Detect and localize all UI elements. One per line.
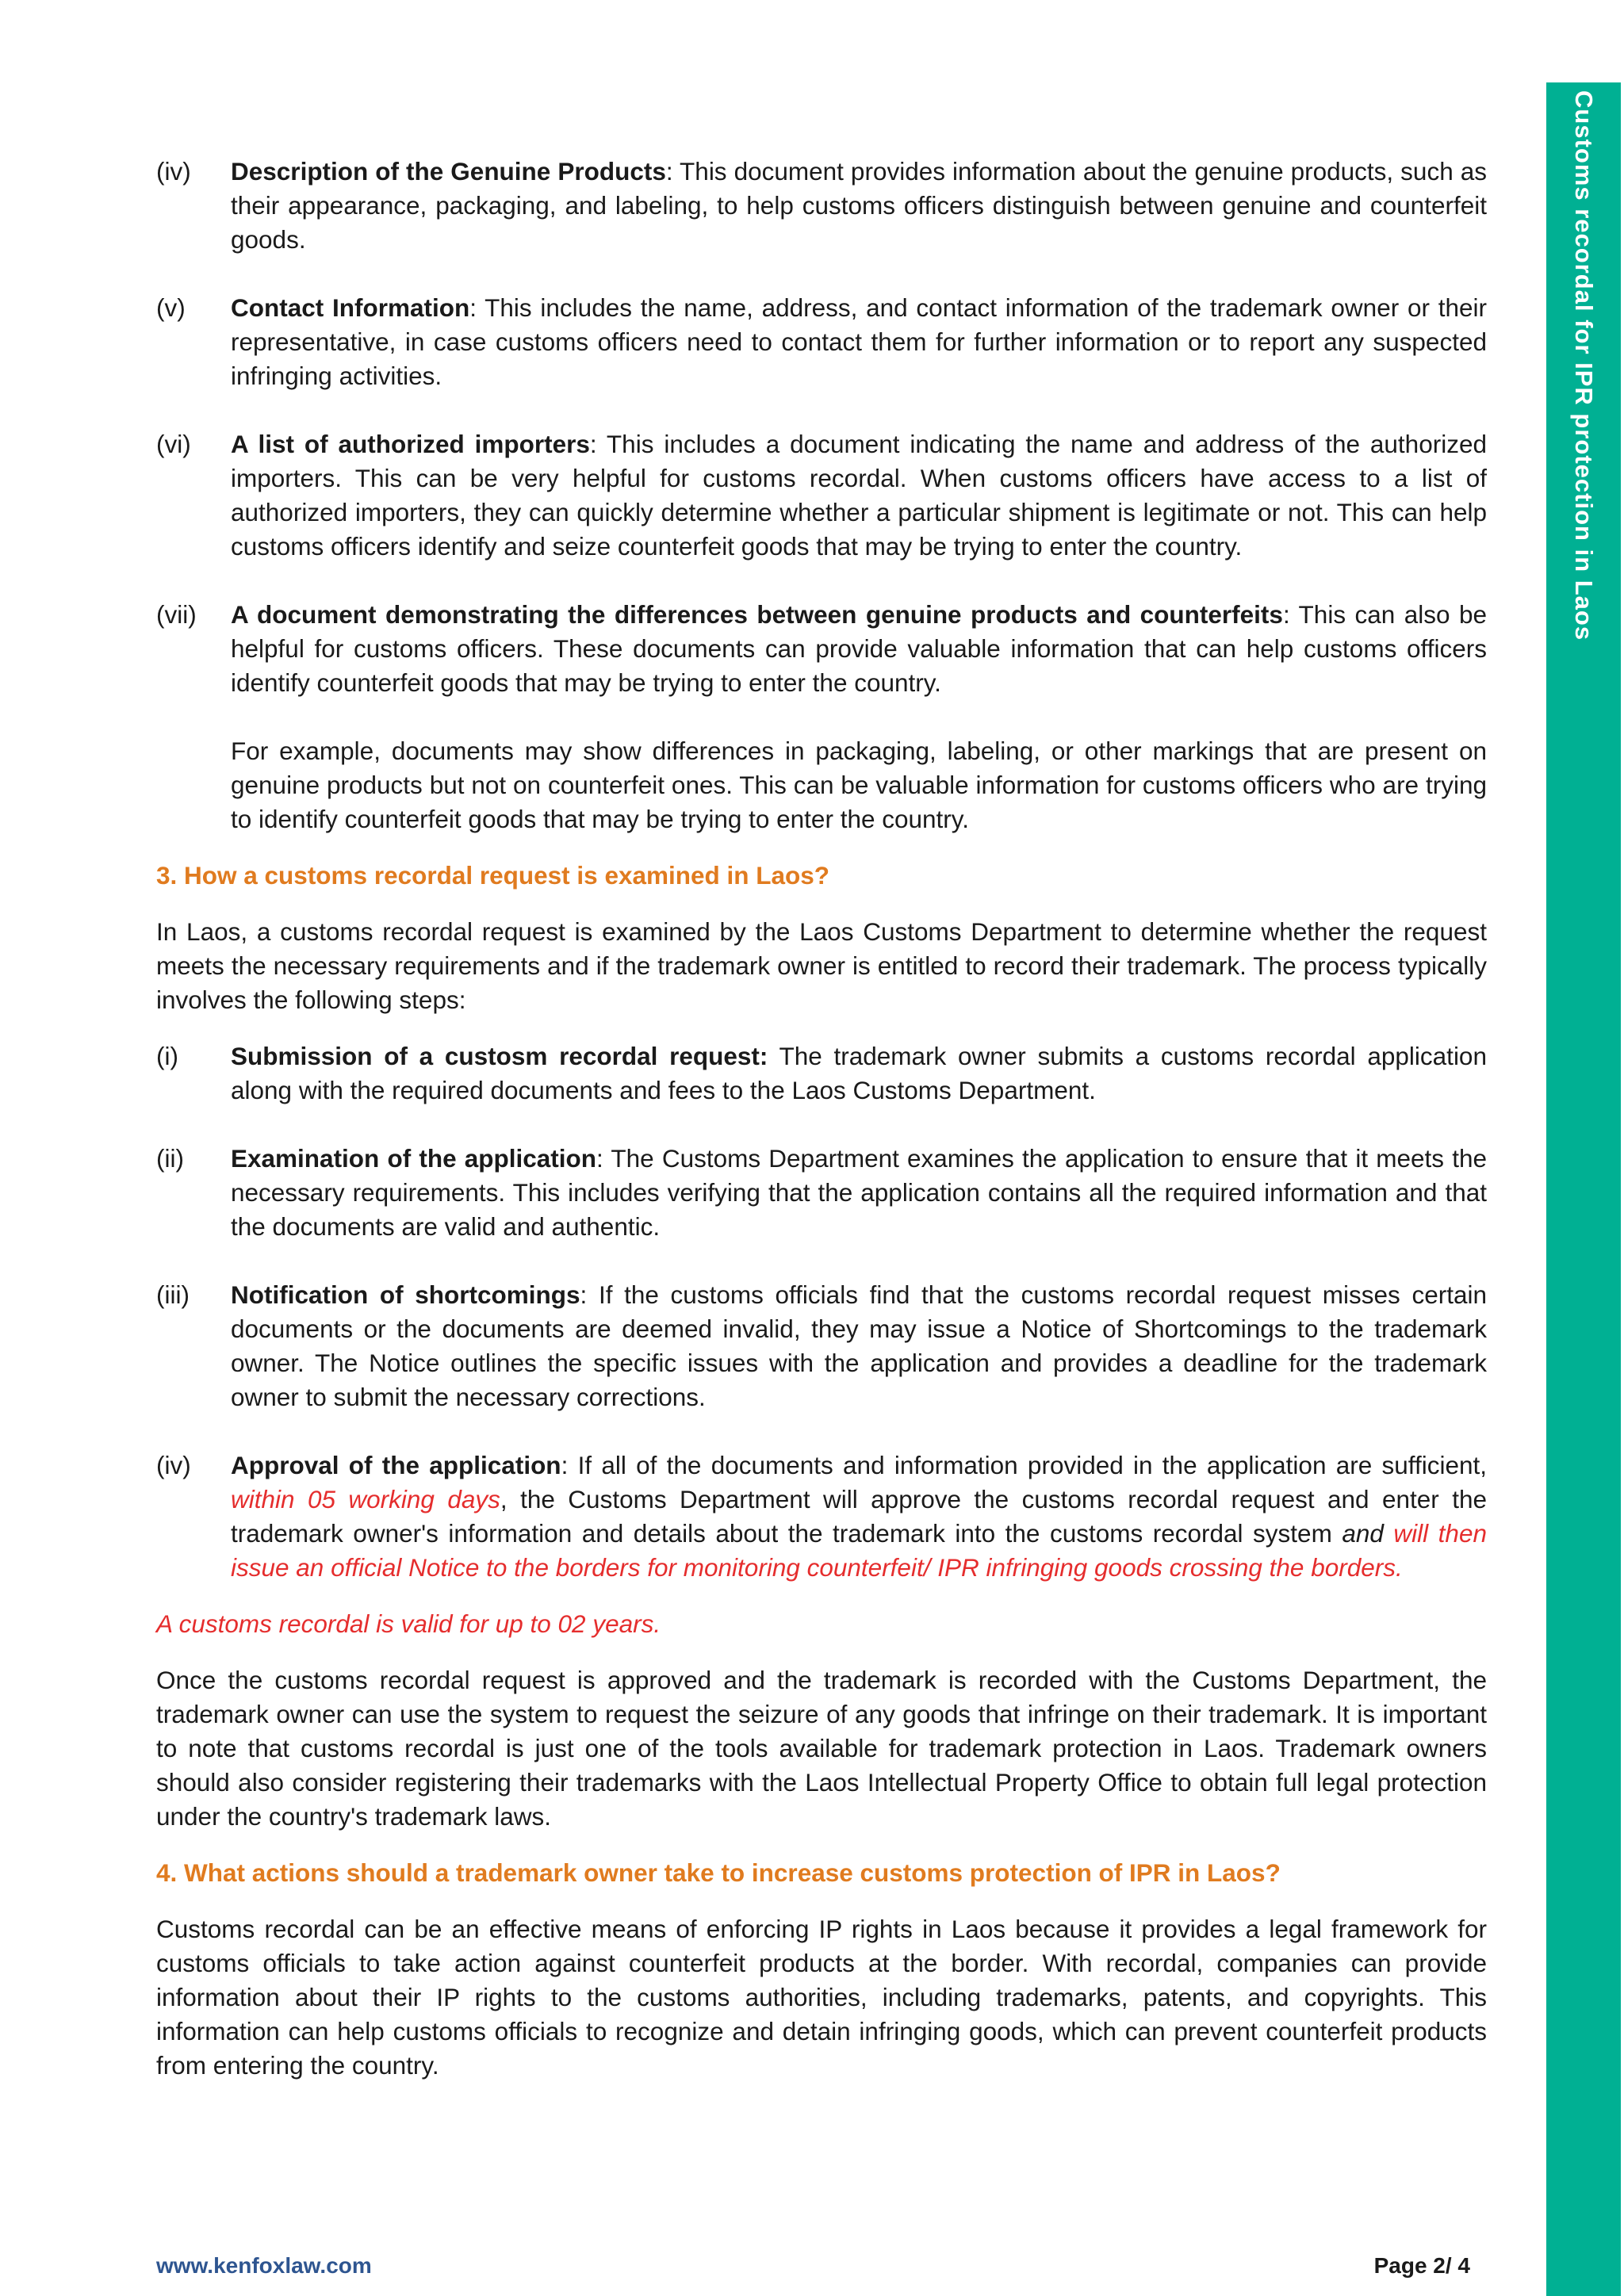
step-number: (ii): [156, 1144, 184, 1173]
highlight-notice: will then issue an official Notice to the borders for monitoring counterfeit/ IPR infringing goods crossing the borders.: [231, 1519, 1487, 1582]
italic-text: and: [1342, 1519, 1384, 1548]
item-text: : This document provides information about the genuine products, such as their appearance, packaging, and labeling, to help customs officers distinguish between genuine and counterfeit goods.: [231, 157, 1487, 254]
list-item: [156, 598, 1487, 700]
step-title: Notification of shortcomings: [231, 1280, 580, 1309]
step-number: (i): [156, 1042, 178, 1070]
list-item: [156, 291, 1487, 393]
item-text: : This includes the name, address, and contact information of the trademark owner or their representative, in case customs officers need to contact them for further information or to report any suspected infringing activities.: [231, 293, 1487, 390]
item-title: A document demonstrating the differences between genuine products and counterfeits: [231, 600, 1283, 629]
validity-note: A customs recordal is valid for up to 02 years.: [156, 1609, 661, 1638]
step-item: [156, 1278, 1487, 1414]
step-text: : If all of the documents and information provided in the application are sufficient,: [561, 1451, 1487, 1479]
step-item: [156, 1448, 1487, 1585]
step-number: (iii): [156, 1280, 190, 1309]
step-item: [156, 1142, 1487, 1244]
item-text: : This can also be helpful for customs officers. These documents can provide valuable information that can help customs officers identify counterfeit goods that may be trying to enter the country.: [231, 600, 1487, 697]
step-title: Submission of a custosm recordal request:: [231, 1042, 768, 1070]
document-body: [156, 155, 1487, 2105]
step-text: : The Customs Department examines the application to ensure that it meets the necessary requirements. This includes verifying that the application contains all the required information and that the documents are valid and authentic.: [231, 1144, 1488, 1241]
item-title: A list of authorized importers: [231, 430, 590, 458]
item-number: (vii): [156, 600, 197, 629]
list-item: [156, 155, 1487, 257]
step-title: Approval of the application: [231, 1451, 561, 1479]
step-text: , the Customs Department will approve the customs recordal request and enter the trademark owner's information and details about the trademark into the customs recordal system: [231, 1485, 1487, 1548]
section-3-conclusion: Once the customs recordal request is approved and the trademark is recorded with the Customs Department, the trademark owner can use the system to request the seizure of any goods that infringe on their trademark. It is important to note that customs recordal is just one of the tools available for trademark protection in Laos. Trademark owners should also consider registering their trademarks with the Laos Intellectual Property Office to obtain full legal protection under the country's trademark laws.: [156, 1666, 1487, 1831]
item-text: : This includes a document indicating the name and address of the authorized importers. This can be very helpful for customs recordal. When customs officers have access to a list of authorized importers, they can quickly determine whether a particular shipment is legitimate or not. This can help customs officers identify and seize counterfeit goods that may be trying to enter the country.: [231, 430, 1487, 561]
step-title: Examination of the application: [231, 1144, 597, 1173]
page-number: Page 2/ 4: [1373, 2253, 1470, 2278]
highlight-deadline: within 05 working days: [231, 1485, 500, 1513]
item-number: (v): [156, 293, 186, 322]
item-title: Contact Information: [231, 293, 470, 322]
item-title: Description of the Genuine Products: [231, 157, 666, 186]
website-link[interactable]: www.kenfoxlaw.com: [156, 2253, 372, 2278]
side-banner-title: Customs recordal for IPR protection in Laos: [1570, 90, 1598, 641]
section-4-heading: 4. What actions should a trademark owner take to increase customs protection of IPR in Laos?: [156, 1858, 1281, 1887]
section-4-paragraph: Customs recordal can be an effective means of enforcing IP rights in Laos because it provides a legal framework for customs officials to take action against counterfeit products at the border. With recordal, companies can provide information about their IP rights to the customs authorities, including trademarks, patents, and copyrights. This information can help customs officials to recognize and detain infringing goods, which can prevent counterfeit products from entering the country.: [156, 1915, 1487, 2080]
list-item: [156, 427, 1487, 564]
item-number: (vi): [156, 430, 191, 458]
section-3-heading: 3. How a customs recordal request is examined in Laos?: [156, 861, 830, 890]
example-paragraph: For example, documents may show differences in packaging, labeling, or other markings that are present on genuine products but not on counterfeit ones. This can be valuable information for customs officers who are trying to identify counterfeit goods that may be trying to enter the country.: [231, 737, 1487, 833]
section-3-intro: In Laos, a customs recordal request is examined by the Laos Customs Department to determine whether the request meets the necessary requirements and if the trademark owner is entitled to record their trademark. The process typically involves the following steps:: [156, 917, 1487, 1014]
step-text: The trademark owner submits a customs recordal application along with the required documents and fees to the Laos Customs Department.: [231, 1042, 1487, 1104]
step-number: (iv): [156, 1451, 191, 1479]
step-item: [156, 1039, 1487, 1108]
step-text: : If the customs officials find that the customs recordal request misses certain documents or the documents are deemed invalid, they may issue a Notice of Shortcomings to the trademark owner. The Notice outlines the specific issues with the application and provides a deadline for the trademark owner to submit the necessary corrections.: [231, 1280, 1487, 1411]
item-number: (iv): [156, 157, 191, 186]
